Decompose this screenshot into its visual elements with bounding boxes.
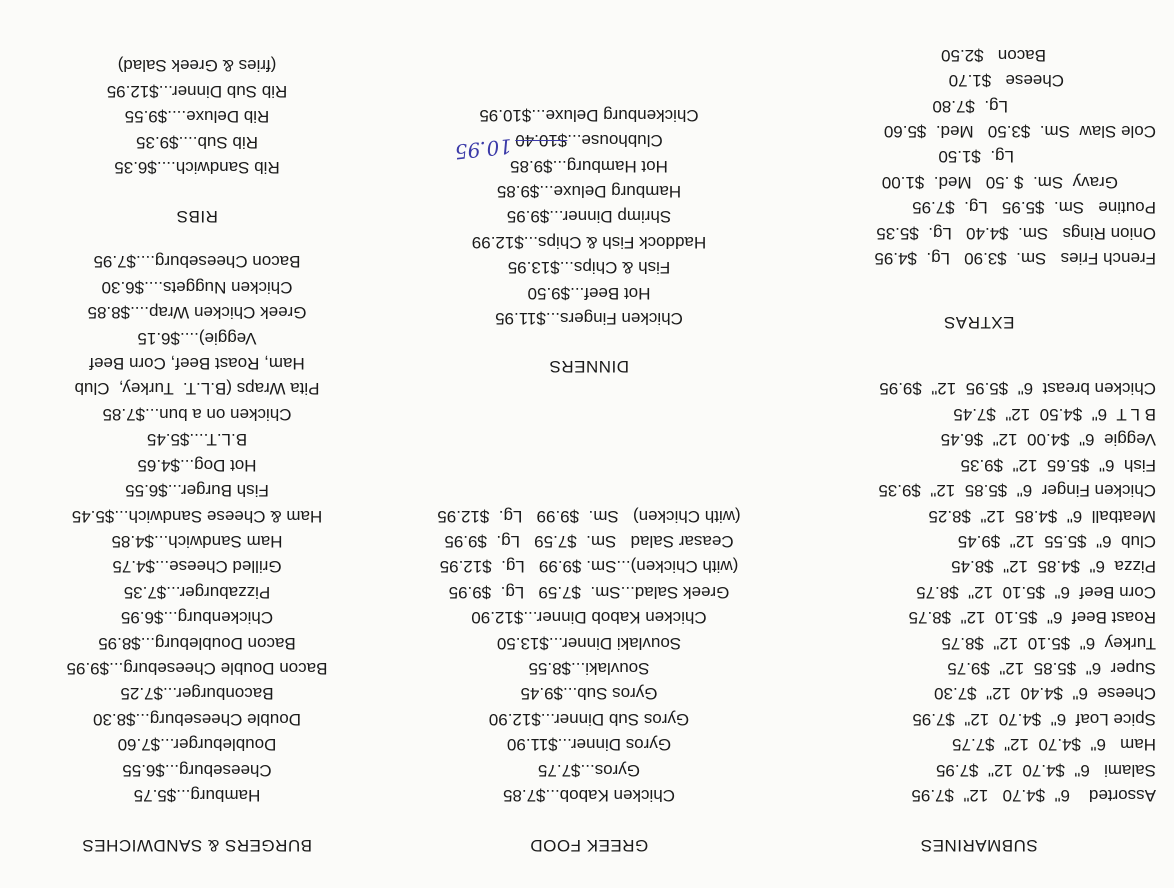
menu-line: Ham 6" $4.70 12" $7.75: [952, 735, 1156, 755]
menu-line: Souvlaki...$8.55: [528, 658, 650, 678]
menu-line: Chicken Finger 6" $5.85 12" $9.35: [878, 481, 1156, 501]
ribs-heading: RIBS: [176, 207, 218, 226]
menu-line: Gravy Sm. $ .50 Med. $1.00: [881, 172, 1118, 192]
menu-line: Chicken Kabob...$7.85: [503, 786, 676, 805]
dinners-heading: DINNERS: [549, 357, 630, 376]
clubhouse-old-price: $10.40: [515, 131, 568, 151]
greek-food-heading: GREEK FOOD: [529, 836, 649, 855]
menu-line: Pizzaburger...$7.35: [123, 582, 271, 602]
menu-line: Ham Sandwich...$4.85: [111, 531, 283, 551]
menu-line: Gyros...$7.75: [537, 760, 641, 780]
menu-line: Ham & Cheese Sandwich...$5.45: [71, 506, 323, 526]
menu-line: Club 6" $5.55 12" $9.45: [957, 531, 1156, 551]
menu-line: Lg. $7.80: [932, 96, 1008, 116]
menu-line: Chickenburg Deluxe...$10.95: [479, 105, 699, 125]
menu-line: Cole Slaw Sm. $3.50 Med. $5.60: [883, 121, 1156, 141]
menu-line: Bacon $2.50: [941, 45, 1046, 65]
clubhouse-label: Clubhouse...: [567, 131, 663, 151]
menu-line: Rib Sub Dinner...$12.95: [106, 81, 288, 101]
menu-line: Cheeseburg...$6.55: [122, 760, 272, 780]
menu-line: Turkey 6" $5.10 12" $8.75: [941, 633, 1156, 653]
burgers-list: [0, 249, 394, 808]
menu-line: Double Cheeseburg...$8.30: [93, 709, 301, 729]
menu-line: Chicken Fingers...$11.95: [495, 309, 683, 328]
menu-line: Haddock Fish & Chips...$12.99: [471, 232, 707, 252]
menu-line: Chicken on a bun...$7.85: [102, 404, 292, 424]
greek-dinners-column: [394, 0, 784, 888]
extras-heading: EXTRAS: [943, 313, 1015, 332]
menu-line: Gyros Sub Dinner...$12.90: [488, 709, 690, 729]
submarines-column: [784, 0, 1174, 888]
menu-line: Chickenburg...$6.95: [120, 608, 274, 628]
menu-line: Chicken Kabob Dinner...$12.90: [471, 608, 707, 628]
menu-line: Hot Beef...$9.50: [527, 283, 651, 303]
menu-line: Fish 6" $5.65 12" $9.35: [960, 455, 1156, 475]
menu-line: Roast Beef 6" $5.10 12" $8.75: [908, 608, 1156, 628]
menu-line: Greek Chicken Wrap....$8.85: [87, 303, 307, 323]
menu-line: Fish Burger...$6.55: [125, 481, 269, 501]
menu-line: Hot Dog...$4.65: [137, 455, 257, 475]
menu-line: Pizza 6" $4.85 12" $8.45: [951, 557, 1156, 577]
menu-line: Poutine Sm. $5.95 Lg. $7.95: [912, 198, 1156, 218]
menu-line: Chicken breast 6" $5.95 12" $9.95: [879, 379, 1156, 399]
menu-line: Spice Loaf 6" $4.70 12" $7.95: [912, 709, 1156, 729]
menu-line: Bacon Cheeseburg....$7.95: [93, 252, 301, 272]
menu-line: Lg. $1.50: [938, 147, 1014, 167]
menu-line: Rib Deluxe....$9.55: [124, 107, 270, 127]
menu-line: Grilled Cheese...$4.75: [112, 557, 282, 577]
menu-line: Souvlaki Dinner...$13.50: [496, 633, 682, 653]
menu-line: (with Chicken)...Sm. $9.99 Lg. $12.95: [439, 557, 739, 577]
menu-line: Hamburg...$5.75: [133, 786, 261, 805]
greek-food-list: [394, 503, 784, 808]
menu-line: Gyros Sub...$9.45: [520, 684, 658, 704]
extras-list: [784, 42, 1174, 271]
submarines-heading: SUBMARINES: [920, 836, 1038, 855]
menu-line: Ceasar Salad Sm. $7.59 Lg. $9.95: [444, 531, 734, 551]
menu-line: Meatball 6" $4.85 12" $8.25: [928, 506, 1156, 526]
menu-line: Bacon Doubleburg...$8.95: [98, 633, 296, 653]
handwritten-price: 10.95: [453, 134, 514, 164]
burgers-ribs-column: [0, 0, 394, 888]
ribs-list: [0, 53, 394, 180]
menu-line: Corn Beef 6" $5.10 12" $8.75: [916, 582, 1156, 602]
menu-line: B.L.T....$5.45: [146, 430, 248, 450]
menu-line: B L T 6" $4.50 12" $7.45: [953, 404, 1156, 424]
menu-line: Cheese $1.70: [948, 71, 1064, 91]
menu-line: Super 6" $5.85 12" $9.75: [947, 658, 1156, 678]
menu-line: Assorted 6" $4.70 12" $7.95: [911, 786, 1156, 805]
submarines-list: [784, 376, 1174, 808]
dinners-list: [394, 102, 784, 331]
menu-line: Pita Wraps (B.L.T. Turkey, Club: [74, 379, 320, 399]
menu-line: Ham, Roast Beef, Corn Beef: [89, 354, 305, 374]
menu-line: Onion Rings Sm. $4.40 Lg. $5.35: [876, 223, 1156, 243]
menu-line: Fish & Chips...$13.95: [507, 258, 671, 278]
menu-line: Rib Sub....$9.35: [136, 132, 258, 152]
menu-line: Doubleburger...$7.60: [117, 735, 277, 755]
menu-line: Rib Sandwich....$6.35: [114, 158, 280, 177]
menu-line: (fries & Greek Salad): [117, 56, 277, 76]
menu-line: French Fries Sm. $3.90 Lg. $4.95: [874, 249, 1156, 268]
menu-line: Chicken Nuggets....$6.30: [101, 277, 293, 297]
menu-line: Gyros Dinner...$11.90: [506, 735, 672, 755]
menu-line: Hamburg Deluxe...$9.85: [496, 181, 682, 201]
menu-line: Veggie)....$6.15: [137, 328, 257, 348]
clubhouse-line: [394, 128, 784, 153]
menu-line: Salami 6" $4.70 12" $7.95: [936, 760, 1156, 780]
menu-line: Bacon Double Cheeseburg...$9.95: [66, 658, 328, 678]
menu-line: (with Chicken) Sm. $9.99 Lg. $12.95: [437, 506, 741, 526]
burgers-heading: BURGERS & SANDWICHES: [81, 836, 313, 855]
menu-line: Hot Hamburg...$9.85: [510, 156, 668, 176]
menu-line: Baconburger...$7.25: [120, 684, 274, 704]
menu-line: Greek Salad...Sm. $7.59 Lg. $9.95: [448, 582, 730, 602]
menu-line: Veggie 6" $4.00 12" $6.45: [940, 430, 1156, 450]
menu-line: Cheese 6" $4.40 12" $7.30: [934, 684, 1156, 704]
menu-line: Shrimp Dinner...$9.95: [506, 207, 672, 227]
